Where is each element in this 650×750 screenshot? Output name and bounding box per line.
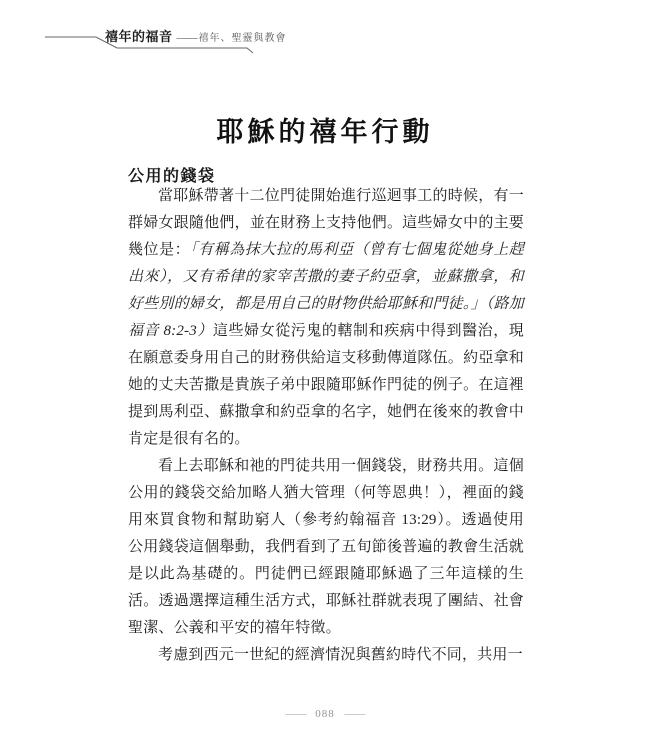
book-title: 禧年的福音 [105,29,173,44]
paragraph [128,642,524,669]
body-text [128,183,524,669]
book-subtitle: 禧年、聖靈與教會 [198,33,287,44]
chapter-title: 耶穌的禧年行動 [216,117,434,148]
text-segment: 考慮到西元一世紀的經濟情況與舊約時代不同，共用一 [158,647,523,663]
header-rule-line [0,0,650,60]
text-segment: 當耶穌帶著十二位門徒開始進行巡迴事工的時候，有一群婦女跟隨他們，並在財務上支持他們。這些婦女中的主要幾位是： [128,188,524,258]
header-dash: —— [176,32,197,44]
folio-left-rule: —— [285,708,306,720]
page-number: 088 [315,708,335,720]
folio-right-rule: —— [344,708,365,720]
text-segment: 看上去耶穌和祂的門徒共用一個錢袋，財務共用。這個公用的錢袋交給加略人猶大管理（何等恩典！），裡面的錢用來買食物和幫助窮人（參考約翰福音 13:29）。透過使用公用錢袋這個舉動，我們看到了五旬節後普遍的教會生活就是以此為基礎的。門徒們已經跟隨耶穌過了三年這樣的生活。透過選擇這種生活方式，耶穌社群就表現了團結、社會聖潔、公義和平安的禧年特徵。 [128,458,524,636]
paragraph [128,453,524,642]
page-header [0,0,650,60]
page-footer [0,708,650,720]
paragraph [128,183,524,453]
header-text [105,28,287,48]
section-heading: 公用的錢袋 [128,168,216,186]
scripture-quote: 「有稱為抹大拉的馬利亞（曾有七個鬼從她身上趕出來），又有希律的家宰苦撒的妻子約亞拿，並蘇撒拿，和好些別的婦女，都是用自己的財物供給耶穌和門徒。」（路加福音 8:2-3） [128,242,524,339]
text-segment: 這些婦女從污鬼的轄制和疾病中得到醫治，現在願意委身用自己的財務供給這支移動傳道隊伍。約亞拿和她的丈夫苦撒是貴族子弟中跟隨耶穌作門徒的例子。在這裡提到馬利亞、蘇撒拿和約亞拿的名字，她們在後來的教會中肯定是很有名的。 [128,323,524,447]
